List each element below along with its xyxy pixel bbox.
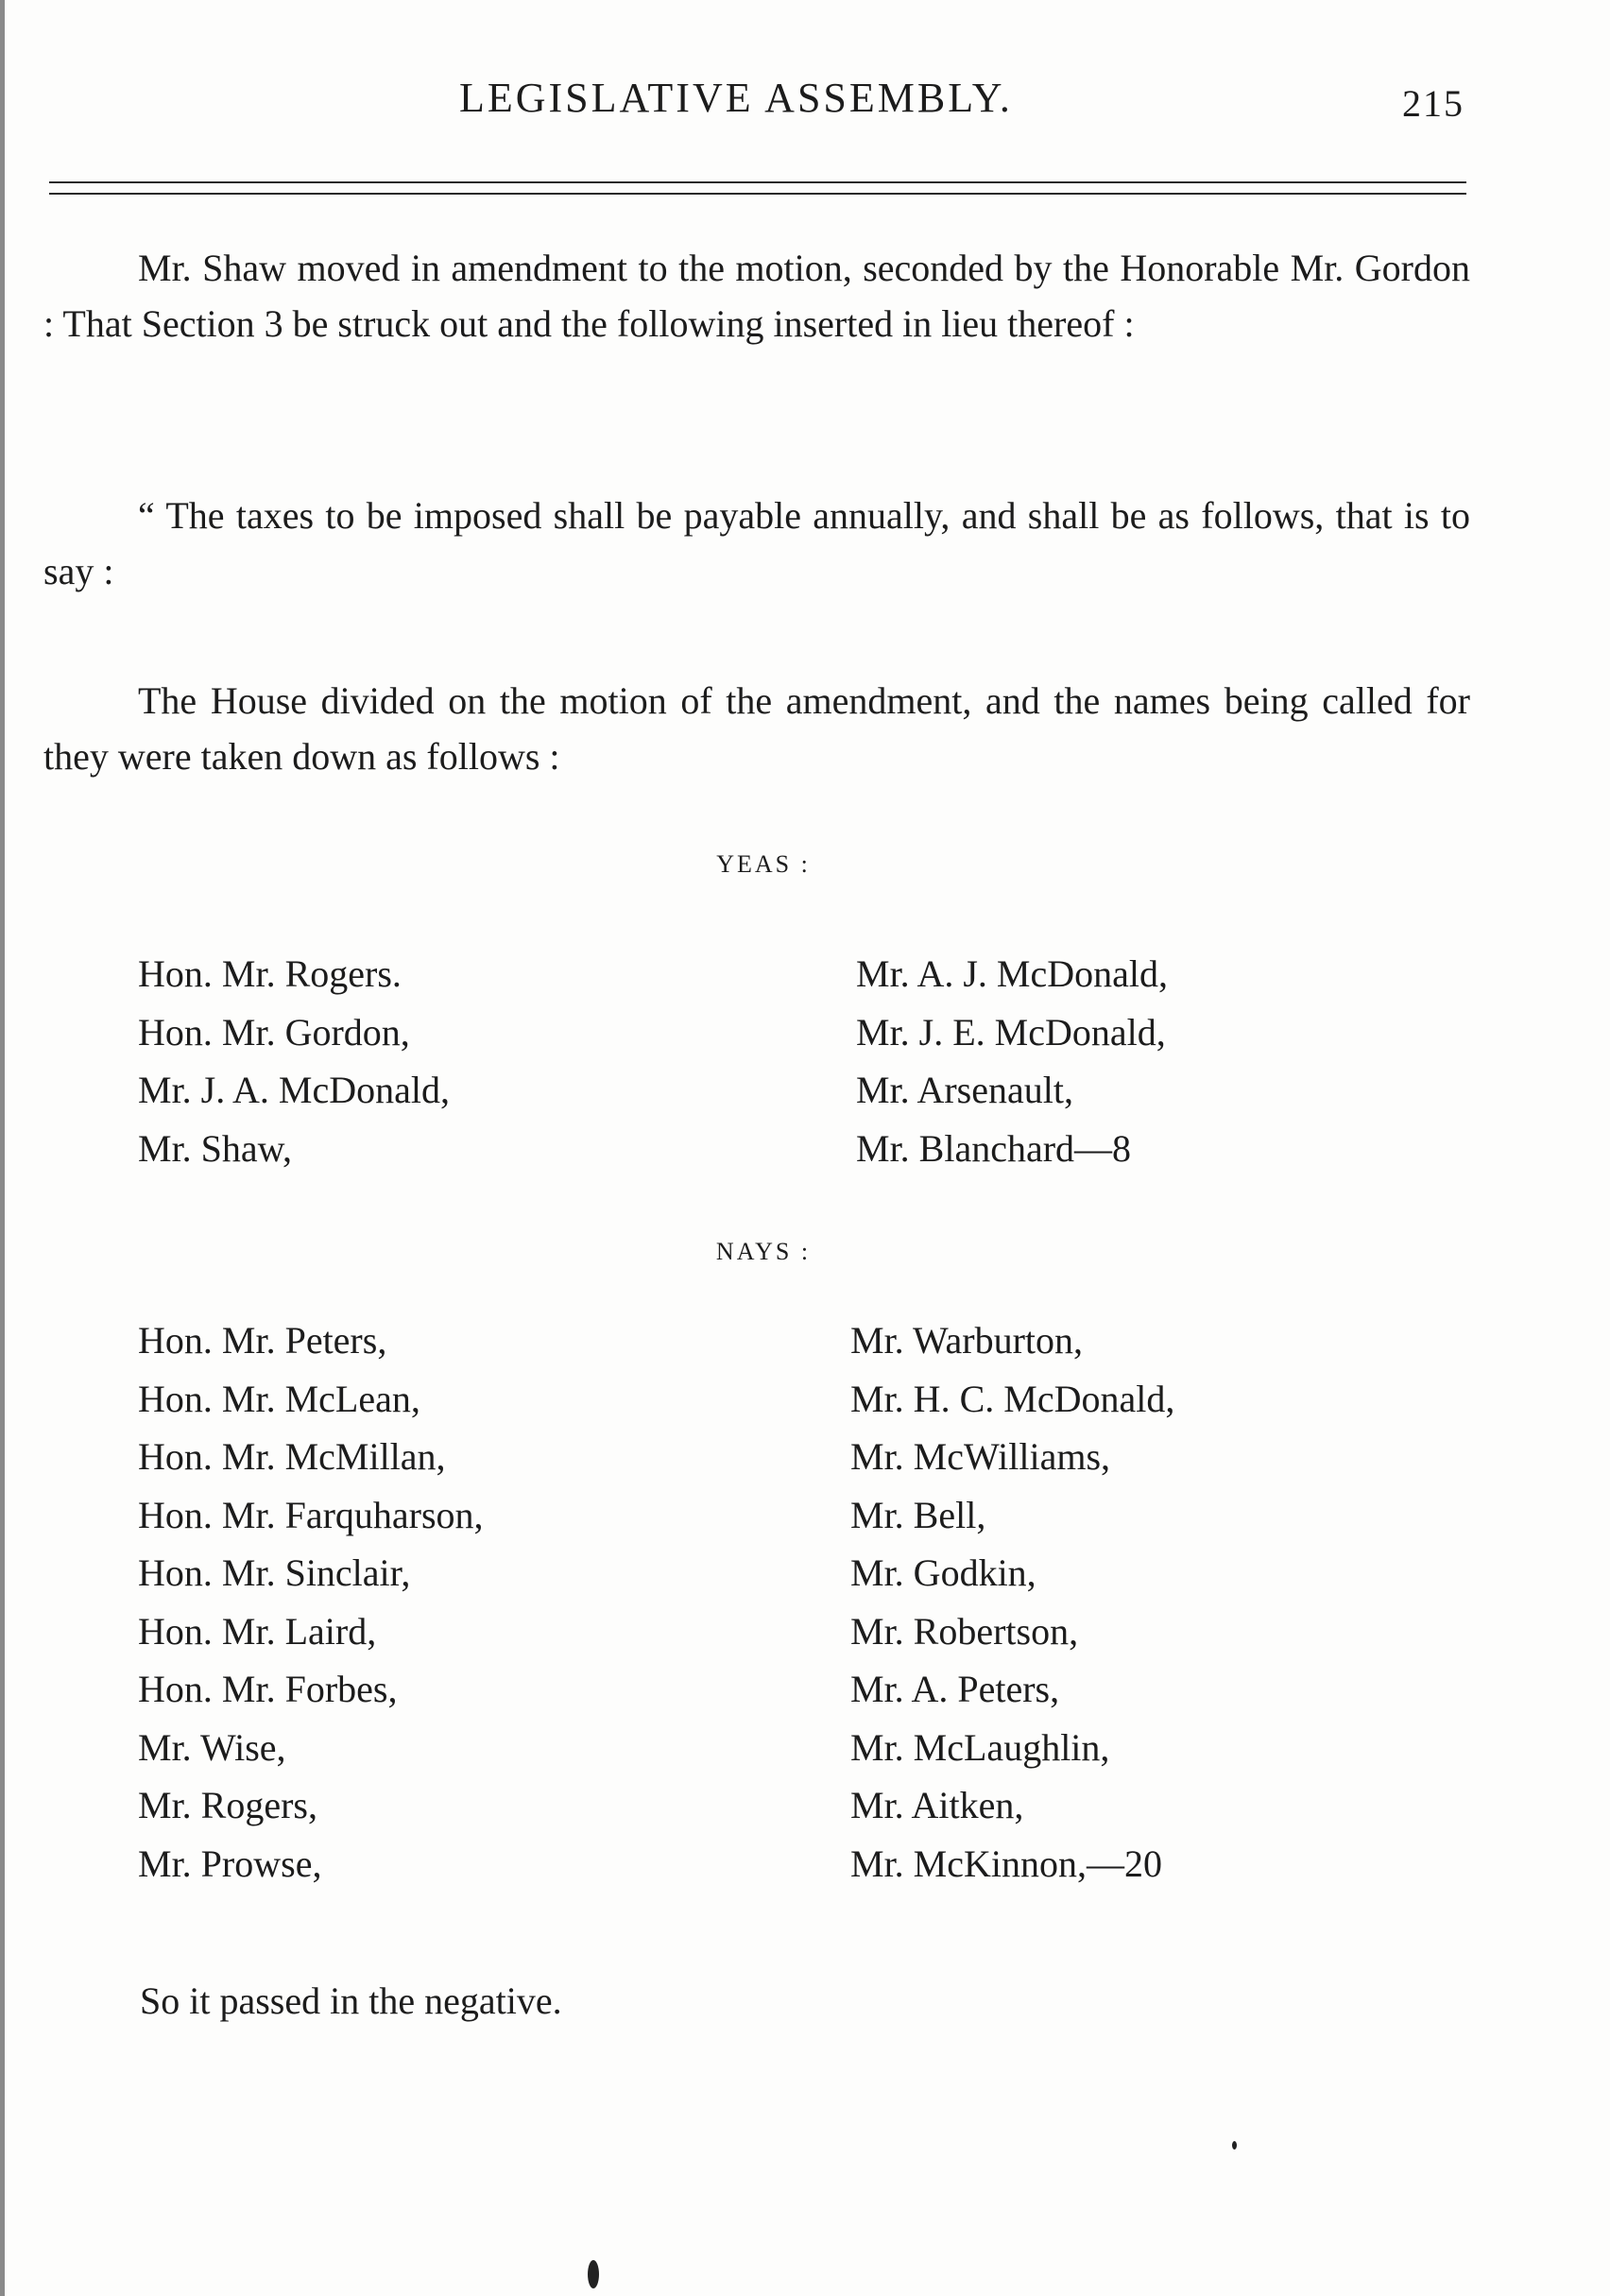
inserted-clause-paragraph [43, 488, 1470, 599]
running-head [0, 74, 1610, 130]
nays-right-column [850, 1311, 1174, 1893]
yeas-right-column [856, 945, 1168, 1177]
yeas-name: Mr. J. A. McDonald, [138, 1069, 450, 1111]
nays-name: Mr. Wise, [138, 1725, 286, 1769]
yeas-name: Mr. Arsenault, [856, 1069, 1073, 1111]
division-paragraph [43, 673, 1470, 784]
amendment-motion-paragraph [43, 240, 1470, 351]
division-text: The House divided on the motion of the amendment, and the names being called for they were taken down as follows : [43, 679, 1470, 778]
nays-name: Hon. Mr. McMillan, [138, 1435, 446, 1478]
nays-name: Mr. Rogers, [138, 1784, 317, 1826]
nays-name: Hon. Mr. Laird, [138, 1609, 377, 1653]
running-title: LEGISLATIVE ASSEMBLY. [459, 75, 1013, 121]
ink-speck [1232, 2141, 1237, 2150]
yeas-name: Mr. A. J. McDonald, [856, 952, 1168, 995]
nays-name: Mr. McWilliams, [850, 1435, 1111, 1478]
page-number: 215 [1402, 82, 1464, 125]
yeas-name: Hon. Mr. Rogers. [138, 952, 402, 995]
conclusion-line: So it passed in the negative. [140, 1979, 562, 2022]
nays-name: Mr. McKinnon,—20 [850, 1842, 1162, 1885]
page-edge [0, 0, 5, 2296]
nays-left-column [138, 1311, 484, 1893]
nays-name: Hon. Mr. Peters, [138, 1319, 387, 1362]
nays-name: Hon. Mr. Farquharson, [138, 1493, 484, 1536]
yeas-name: Mr. Blanchard—8 [856, 1126, 1132, 1170]
nays-name: Mr. Aitken, [850, 1784, 1024, 1826]
nays-heading: NAYS : [715, 1238, 812, 1265]
ink-speck [588, 2260, 599, 2288]
header-rule-top [49, 181, 1466, 183]
nays-name: Mr. A. Peters, [850, 1668, 1060, 1710]
amendment-motion-text: Mr. Shaw moved in amendment to the motion, seconded by the Honorable Mr. Gordon : That Section 3 be struck out and the following inserted in lieu thereof : [43, 247, 1470, 345]
yeas-heading: YEAS : [716, 850, 811, 878]
nays-name: Hon. Mr. Sinclair, [138, 1551, 411, 1594]
yeas-name: Mr. J. E. McDonald, [856, 1010, 1166, 1054]
inserted-clause-text: “ The taxes to be imposed shall be payable annually, and shall be as follows, that is to say : [43, 494, 1470, 592]
yeas-name: Mr. Shaw, [138, 1126, 292, 1170]
header-rule-bottom [49, 193, 1466, 195]
nays-name: Mr. Robertson, [850, 1609, 1079, 1653]
nays-name: Mr. Bell, [850, 1493, 986, 1536]
nays-name: Mr. Prowse, [138, 1842, 322, 1885]
yeas-left-column [138, 945, 450, 1177]
nays-name: Hon. Mr. Forbes, [138, 1668, 398, 1710]
nays-name: Mr. H. C. McDonald, [850, 1377, 1175, 1420]
nays-name: Hon. Mr. McLean, [138, 1377, 420, 1420]
yeas-name: Hon. Mr. Gordon, [138, 1010, 410, 1054]
nays-name: Mr. Warburton, [850, 1319, 1084, 1362]
nays-name: Mr. Godkin, [850, 1551, 1036, 1594]
nays-name: Mr. McLaughlin, [850, 1725, 1110, 1769]
